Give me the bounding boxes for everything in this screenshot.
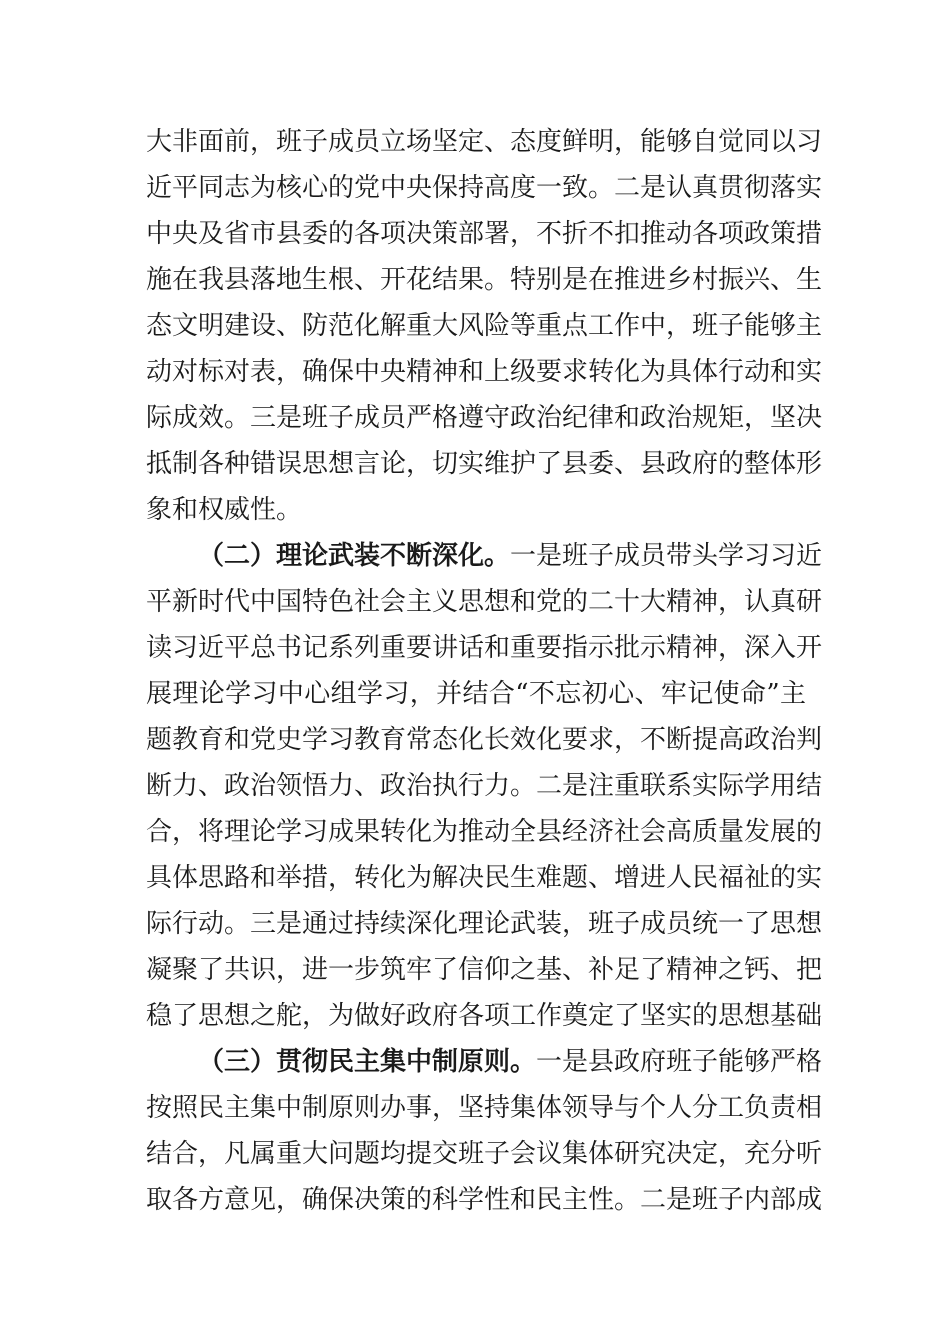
text-line: 中央及省市县委的各项决策部署，不折不扣推动各项政策措 xyxy=(146,219,823,249)
section-3-heading: （三）贯彻民主集中制原则。 xyxy=(198,1047,537,1077)
text-line: 际成效。三是班子成员严格遵守政治纪律和政治规矩，坚决 xyxy=(146,403,823,433)
text-line: 象和权威性。 xyxy=(146,495,303,525)
text-line: 题教育和党史学习教育常态化长效化要求，不断提高政治判 xyxy=(146,725,823,755)
text-line: 抵制各种错误思想言论，切实维护了县委、县政府的整体形 xyxy=(146,449,823,479)
text-line: 具体思路和举措，转化为解决民生难题、增进人民福祉的实 xyxy=(146,863,823,893)
text-line: 态文明建设、防范化解重大风险等重点工作中，班子能够主 xyxy=(146,311,823,341)
section-3-first-line xyxy=(198,1040,823,1084)
text-line: 展理论学习中心组学习，并结合“不忘初心、牢记使命”主 xyxy=(146,679,806,709)
text-line: 断力、政治领悟力、政治执行力。二是注重联系实际学用结 xyxy=(146,771,823,801)
section-3-first-line-text: 一是县政府班子能够严格 xyxy=(536,1047,823,1077)
text-line: 动对标对表，确保中央精神和上级要求转化为具体行动和实 xyxy=(146,357,823,387)
text-line: 取各方意见，确保决策的科学性和民主性。二是班子内部成 xyxy=(146,1185,823,1215)
text-line: 大非面前，班子成员立场坚定、态度鲜明，能够自觉同以习 xyxy=(146,127,823,157)
text-line: 际行动。三是通过持续深化理论武装，班子成员统一了思想 xyxy=(146,909,823,939)
section-2-first-line xyxy=(198,534,823,578)
text-line: 平新时代中国特色社会主义思想和党的二十大精神，认真研 xyxy=(146,587,823,617)
text-line: 凝聚了共识，进一步筑牢了信仰之基、补足了精神之钙、把 xyxy=(146,955,823,985)
text-line: 读习近平总书记系列重要讲话和重要指示批示精神，深入开 xyxy=(146,633,823,663)
text-line: 施在我县落地生根、开花结果。特别是在推进乡村振兴、生 xyxy=(146,265,823,295)
text-line: 结合，凡属重大问题均提交班子会议集体研究决定，充分听 xyxy=(146,1139,823,1169)
section-2-first-line-text: 一是班子成员带头学习习近 xyxy=(510,541,823,571)
text-line: 稳了思想之舵，为做好政府各项工作奠定了坚实的思想基础 xyxy=(146,1001,823,1031)
text-line: 近平同志为核心的党中央保持高度一致。二是认真贯彻落实 xyxy=(146,173,823,203)
text-line: 合，将理论学习成果转化为推动全县经济社会高质量发展的 xyxy=(146,817,823,847)
text-line: 按照民主集中制原则办事，坚持集体领导与个人分工负责相 xyxy=(146,1093,823,1123)
section-2-heading: （二）理论武装不断深化。 xyxy=(198,541,511,571)
